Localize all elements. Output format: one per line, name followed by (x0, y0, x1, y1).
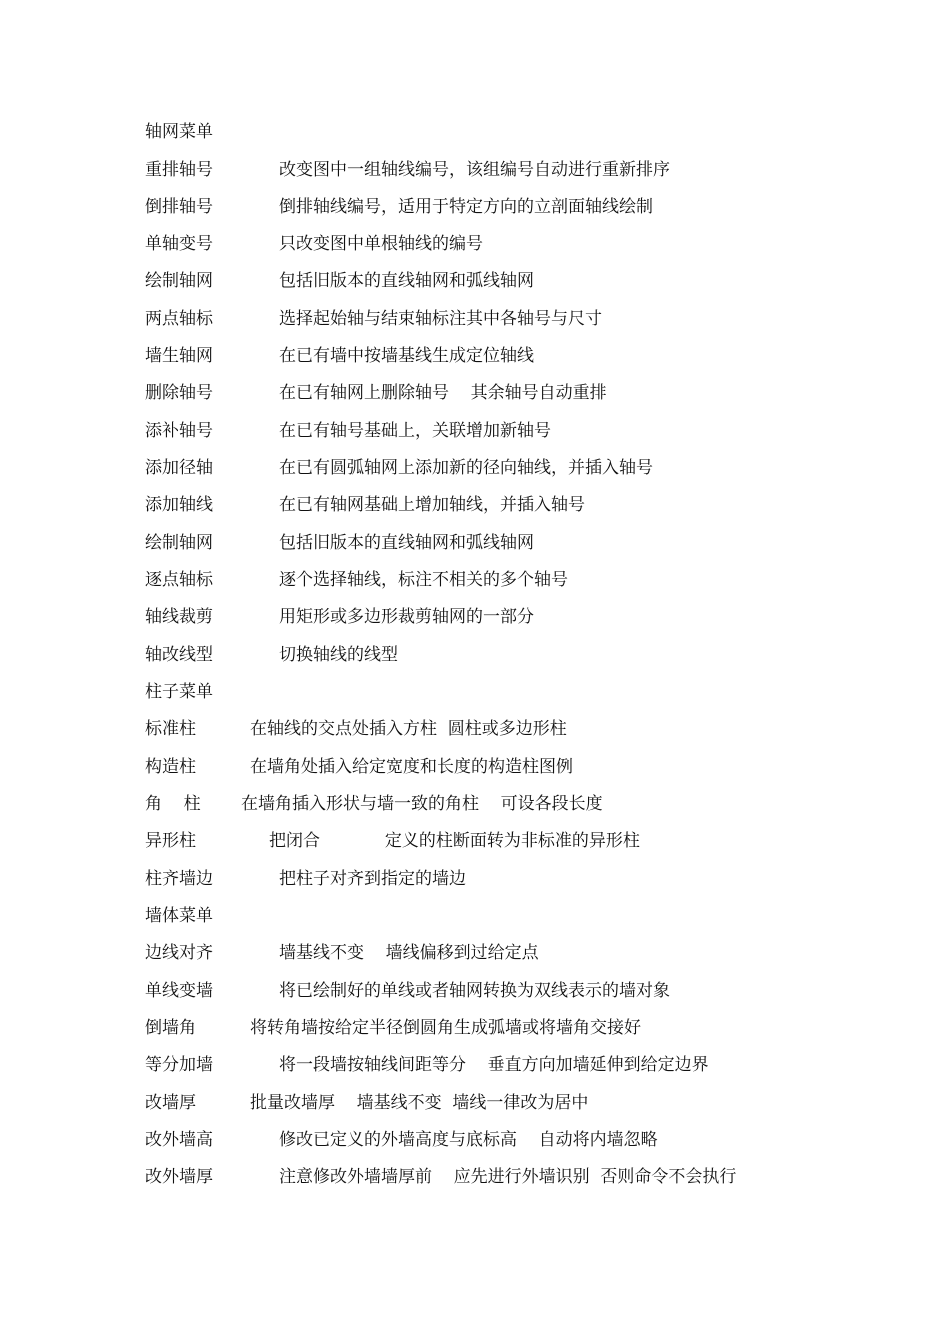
entry-term: 重排轴号 (145, 160, 213, 180)
entry-term: 添补轴号 (145, 421, 213, 441)
heading-text: 轴网菜单 (145, 122, 213, 142)
entry-term: 异形柱 (145, 831, 196, 851)
entry-term: 改墙厚 (145, 1093, 196, 1113)
entry-description: 把闭合 定义的柱断面转为非标准的异形柱 (269, 831, 640, 851)
entry-description: 修改已定义的外墙高度与底标高 自动将内墙忽略 (279, 1130, 658, 1150)
entry-term: 添加径轴 (145, 458, 213, 478)
entry-term: 改外墙厚 (145, 1167, 213, 1187)
entry-description: 在墙角处插入给定宽度和长度的构造柱图例 (250, 757, 573, 777)
entry-description: 在已有轴网上删除轴号 其余轴号自动重排 (279, 383, 607, 403)
entry-term: 单线变墙 (145, 981, 213, 1001)
entry-description: 墙基线不变 墙线偏移到过给定点 (279, 943, 539, 963)
entry-description: 切换轴线的线型 (279, 645, 398, 665)
entry-description: 将已绘制好的单线或者轴网转换为双线表示的墙对象 (279, 981, 670, 1001)
entry-description: 在已有圆弧轴网上添加新的径向轴线，并插入轴号 (279, 458, 653, 478)
entry-description: 选择起始轴与结束轴标注其中各轴号与尺寸 (279, 309, 602, 329)
entry-term: 边线对齐 (145, 943, 213, 963)
entry-term: 轴改线型 (145, 645, 213, 665)
entry-term: 逐点轴标 (145, 570, 213, 590)
entry-description: 在已有轴网基础上增加轴线，并插入轴号 (279, 495, 585, 515)
entry-term: 标准柱 (145, 719, 196, 739)
entry-description: 在墙角插入形状与墙一致的角柱 可设各段长度 (241, 794, 603, 814)
entry-term: 构造柱 (145, 757, 196, 777)
entry-description: 将转角墙按给定半径倒圆角生成弧墙或将墙角交接好 (250, 1018, 641, 1038)
entry-term: 单轴变号 (145, 234, 213, 254)
entry-term: 倒排轴号 (145, 197, 213, 217)
entry-description: 批量改墙厚 墙基线不变 墙线一律改为居中 (250, 1093, 589, 1113)
entry-description: 逐个选择轴线，标注不相关的多个轴号 (279, 570, 568, 590)
entry-term: 角 柱 (145, 794, 201, 814)
entry-term: 绘制轴网 (145, 533, 213, 553)
entry-description: 把柱子对齐到指定的墙边 (279, 869, 466, 889)
entry-description: 改变图中一组轴线编号，该组编号自动进行重新排序 (279, 160, 670, 180)
entry-term: 改外墙高 (145, 1130, 213, 1150)
heading-text: 柱子菜单 (145, 682, 213, 702)
entry-description: 包括旧版本的直线轴网和弧线轴网 (279, 271, 534, 291)
heading-text: 墙体菜单 (145, 906, 213, 926)
entry-description: 只改变图中单根轴线的编号 (279, 234, 483, 254)
entry-term: 等分加墙 (145, 1055, 213, 1075)
entry-description: 在轴线的交点处插入方柱 圆柱或多边形柱 (250, 719, 567, 739)
entry-description: 在已有轴号基础上，关联增加新轴号 (279, 421, 551, 441)
entry-term: 轴线裁剪 (145, 607, 213, 627)
entry-description: 倒排轴线编号，适用于特定方向的立剖面轴线绘制 (279, 197, 653, 217)
entry-description: 包括旧版本的直线轴网和弧线轴网 (279, 533, 534, 553)
entry-term: 两点轴标 (145, 309, 213, 329)
entry-term: 墙生轴网 (145, 346, 213, 366)
entry-term: 添加轴线 (145, 495, 213, 515)
entry-description: 在已有墙中按墙基线生成定位轴线 (279, 346, 534, 366)
entry-term: 柱齐墙边 (145, 869, 213, 889)
entry-term: 倒墙角 (145, 1018, 196, 1038)
entry-description: 将一段墙按轴线间距等分 垂直方向加墙延伸到给定边界 (279, 1055, 709, 1075)
entry-term: 绘制轴网 (145, 271, 213, 291)
entry-description: 用矩形或多边形裁剪轴网的一部分 (279, 607, 534, 627)
entry-description: 注意修改外墙墙厚前 应先进行外墙识别 否则命令不会执行 (279, 1167, 737, 1187)
entry-term: 删除轴号 (145, 383, 213, 403)
